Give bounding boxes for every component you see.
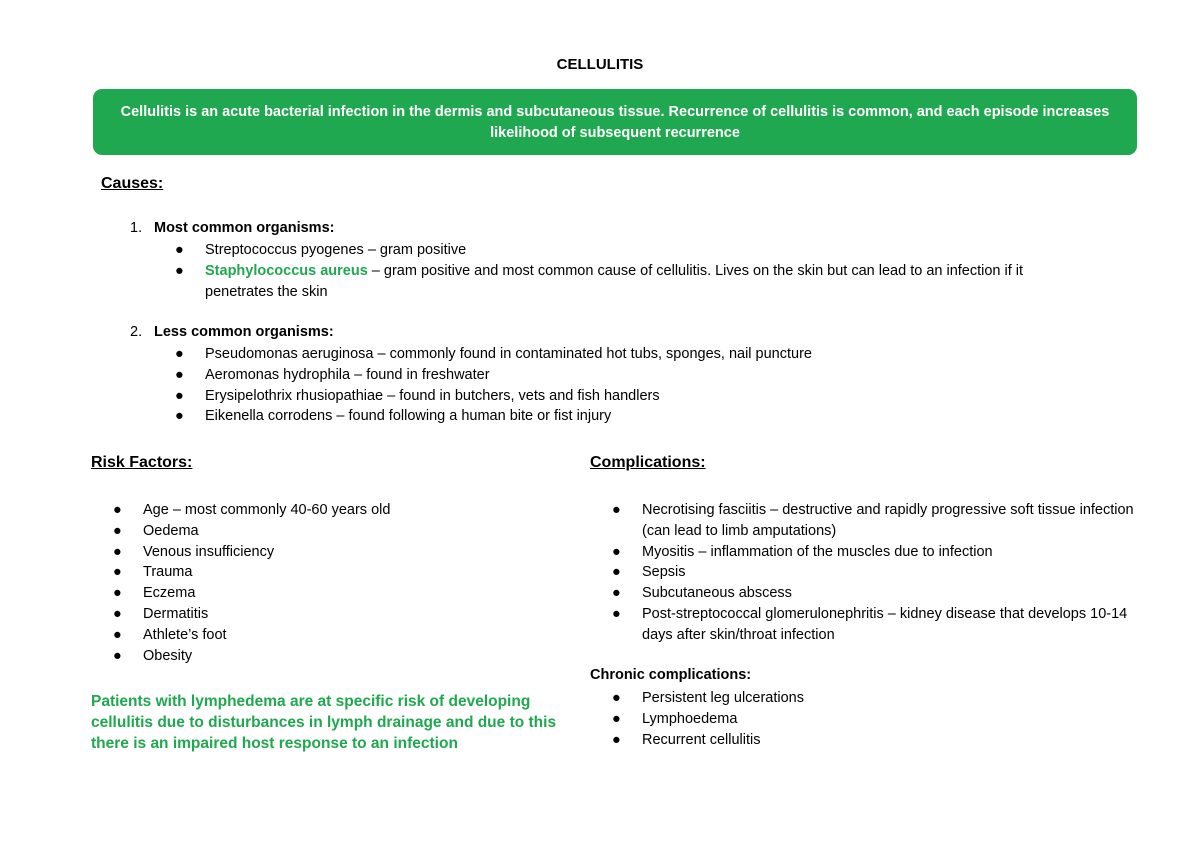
bullet-icon: ● bbox=[612, 605, 621, 622]
list-item: ● Obesity bbox=[143, 646, 563, 667]
list-item: ● Streptococcus pyogenes – gram positive bbox=[205, 240, 1095, 261]
document-title: CELLULITIS bbox=[556, 56, 644, 73]
group-label: Less common organisms: bbox=[154, 324, 334, 340]
list-item: ● Myositis – inflammation of the muscles due to infection bbox=[642, 542, 1142, 563]
causes-group-1 bbox=[130, 220, 334, 236]
causes-group-2 bbox=[130, 324, 334, 340]
list-item: ● Recurrent cellulitis bbox=[642, 730, 1142, 751]
group-label: Most common organisms: bbox=[154, 220, 335, 236]
bullet-icon: ● bbox=[612, 690, 621, 706]
causes-heading: Causes: bbox=[101, 175, 164, 192]
less-common-organisms-list bbox=[175, 344, 1095, 427]
list-item: ● Necrotising fasciitis – destructive and rapidly progressive soft tissue infection (can lead to limb amputations) bbox=[612, 502, 1134, 539]
bullet-icon: ● bbox=[612, 564, 621, 581]
group-number: 2. bbox=[130, 324, 143, 340]
list-item: ● Eczema bbox=[143, 583, 563, 604]
bullet-icon: ● bbox=[175, 366, 184, 383]
bullet-icon: ● bbox=[612, 710, 621, 727]
list-item: ● Eikenella corrodens – found following a human bite or fist injury bbox=[205, 406, 1095, 427]
list-item: ● Dermatitis bbox=[143, 604, 563, 625]
bullet-icon: ● bbox=[113, 522, 122, 539]
list-item: ● Subcutaneous abscess bbox=[642, 583, 1142, 604]
bullet-icon: ● bbox=[113, 605, 122, 622]
bullet-icon: ● bbox=[612, 502, 621, 518]
list-item: ● Trauma bbox=[143, 562, 563, 583]
bullet-icon: ● bbox=[175, 408, 184, 425]
chronic-complications-list bbox=[612, 688, 1142, 750]
bullet-icon: ● bbox=[113, 502, 122, 518]
bullet-icon: ● bbox=[175, 346, 184, 362]
bullet-icon: ● bbox=[175, 387, 184, 404]
list-item: ● Venous insufficiency bbox=[143, 542, 563, 563]
risk-factors-list bbox=[113, 500, 563, 666]
list-item: ● Staphylococcus aureus – gram positive and most common cause of cellulitis. Lives on the skin but can lead to an infection if it penetrates the skin bbox=[175, 262, 1024, 300]
complications-list bbox=[612, 500, 1142, 646]
common-organisms-list bbox=[175, 240, 1095, 302]
bullet-icon: ● bbox=[113, 626, 122, 643]
lymphedema-note: Patients with lymphedema are at specific risk of developing cellulitis due to disturbances in lymph drainage and due to this there is an impaired host response to an infection bbox=[91, 693, 557, 752]
bullet-icon: ● bbox=[175, 242, 184, 258]
complications-heading: Complications: bbox=[590, 454, 706, 471]
list-item: ● Sepsis bbox=[642, 562, 1142, 583]
bullet-icon: ● bbox=[113, 543, 122, 560]
definition-banner: Cellulitis is an acute bacterial infection in the dermis and subcutaneous tissue. Recurrence of cellulitis is common, and each episode increases likelihood of subsequent recurrence bbox=[93, 89, 1137, 155]
list-item: ● Athlete’s foot bbox=[143, 625, 563, 646]
group-number: 1. bbox=[130, 220, 143, 236]
bullet-icon: ● bbox=[612, 731, 621, 748]
chronic-complications-heading: Chronic complications: bbox=[590, 667, 752, 683]
list-item: ● Age – most commonly 40-60 years old bbox=[143, 500, 563, 521]
list-item: ● Erysipelothrix rhusiopathiae – found in butchers, vets and fish handlers bbox=[205, 386, 1095, 407]
bullet-icon: ● bbox=[113, 564, 122, 581]
list-item: ● Aeromonas hydrophila – found in freshwater bbox=[205, 365, 1095, 386]
bullet-icon: ● bbox=[175, 262, 184, 279]
bullet-icon: ● bbox=[113, 585, 122, 602]
list-item: ● Post-streptococcal glomerulonephritis – kidney disease that develops 10-14 days after skin/throat infection bbox=[612, 605, 1128, 643]
list-item: ● Pseudomonas aeruginosa – commonly found in contaminated hot tubs, sponges, nail puncture bbox=[205, 344, 1095, 365]
list-item: ● Persistent leg ulcerations bbox=[642, 688, 1142, 709]
bullet-icon: ● bbox=[612, 585, 621, 602]
list-item: ● Oedema bbox=[143, 521, 563, 542]
bullet-icon: ● bbox=[612, 543, 621, 560]
risk-factors-heading: Risk Factors: bbox=[91, 454, 193, 471]
list-item: ● Lymphoedema bbox=[642, 709, 1142, 730]
bullet-icon: ● bbox=[113, 647, 122, 664]
